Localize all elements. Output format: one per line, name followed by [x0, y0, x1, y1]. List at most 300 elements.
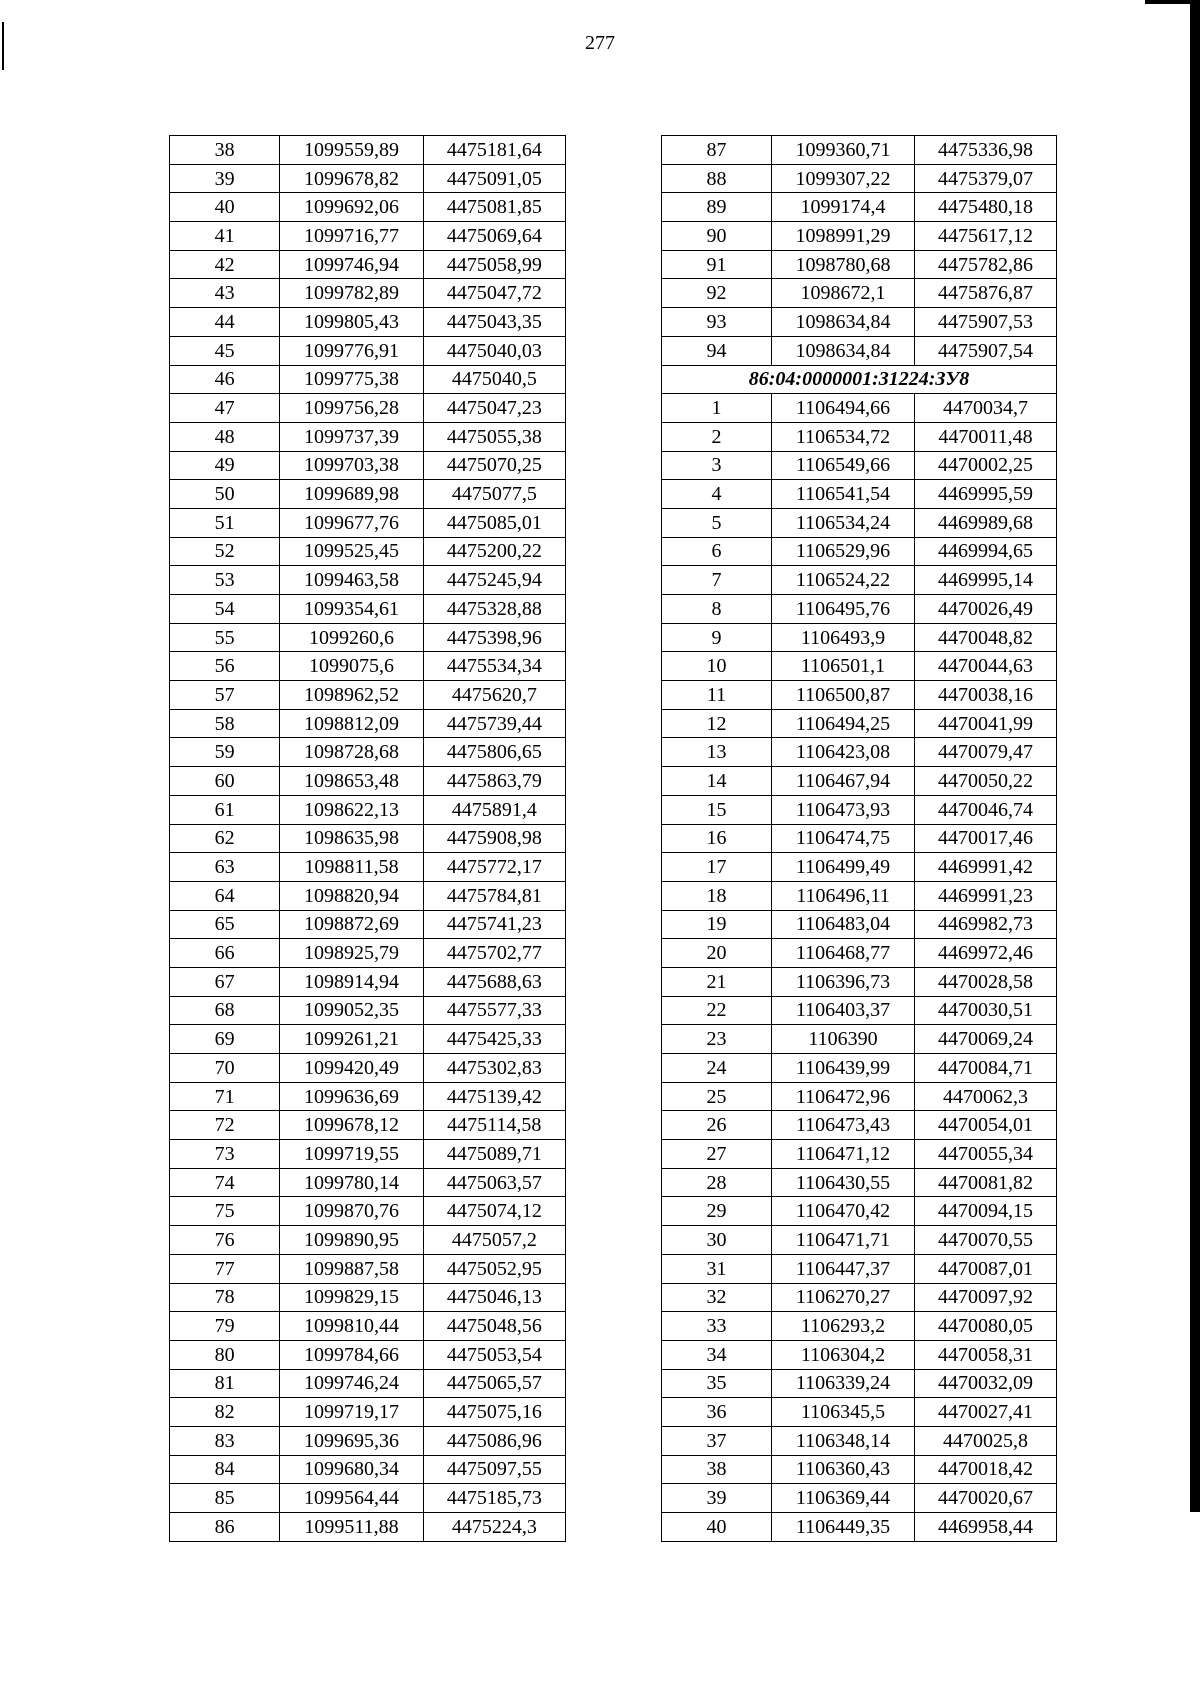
x-coordinate-cell: 1106423,08	[772, 738, 915, 767]
point-number-cell: 23	[662, 1025, 772, 1054]
table-row	[662, 1140, 1057, 1169]
y-coordinate-cell: 4475908,98	[423, 824, 565, 853]
point-number-cell: 28	[662, 1168, 772, 1197]
x-coordinate-cell: 1106474,75	[772, 824, 915, 853]
point-number-cell: 43	[170, 279, 280, 308]
table-row	[170, 279, 566, 308]
table-row	[170, 853, 566, 882]
table-row	[170, 1168, 566, 1197]
point-number-cell: 47	[170, 394, 280, 423]
y-coordinate-cell: 4475328,88	[423, 595, 565, 624]
x-coordinate-cell: 1106348,14	[772, 1426, 915, 1455]
point-number-cell: 57	[170, 681, 280, 710]
table-row	[170, 566, 566, 595]
x-coordinate-cell: 1099052,35	[280, 996, 423, 1025]
right-table-body-bottom	[662, 394, 1057, 1542]
point-number-cell: 36	[662, 1398, 772, 1427]
point-number-cell: 76	[170, 1226, 280, 1255]
table-row	[170, 1369, 566, 1398]
table-row	[170, 1283, 566, 1312]
x-coordinate-cell: 1099354,61	[280, 595, 423, 624]
x-coordinate-cell: 1106470,42	[772, 1197, 915, 1226]
x-coordinate-cell: 1099307,22	[772, 164, 915, 193]
x-coordinate-cell: 1106449,35	[772, 1513, 915, 1542]
point-number-cell: 54	[170, 595, 280, 624]
y-coordinate-cell: 4475139,42	[423, 1082, 565, 1111]
x-coordinate-cell: 1098812,09	[280, 709, 423, 738]
y-coordinate-cell: 4470034,7	[915, 394, 1057, 423]
x-coordinate-cell: 1106447,37	[772, 1254, 915, 1283]
table-row	[170, 451, 566, 480]
y-coordinate-cell: 4475782,86	[915, 250, 1057, 279]
y-coordinate-cell: 4475620,7	[423, 681, 565, 710]
point-number-cell: 83	[170, 1426, 280, 1455]
y-coordinate-cell: 4469991,42	[915, 853, 1057, 882]
y-coordinate-cell: 4475907,53	[915, 308, 1057, 337]
x-coordinate-cell: 1106495,76	[772, 595, 915, 624]
point-number-cell: 16	[662, 824, 772, 853]
x-coordinate-cell: 1099692,06	[280, 193, 423, 222]
table-row	[662, 681, 1057, 710]
y-coordinate-cell: 4470055,34	[915, 1140, 1057, 1169]
y-coordinate-cell: 4475480,18	[915, 193, 1057, 222]
x-coordinate-cell: 1098820,94	[280, 881, 423, 910]
point-number-cell: 18	[662, 881, 772, 910]
table-row	[662, 279, 1057, 308]
x-coordinate-cell: 1099746,24	[280, 1369, 423, 1398]
y-coordinate-cell: 4470030,51	[915, 996, 1057, 1025]
y-coordinate-cell: 4475688,63	[423, 967, 565, 996]
table-row	[170, 164, 566, 193]
point-number-cell: 55	[170, 623, 280, 652]
x-coordinate-cell: 1099756,28	[280, 394, 423, 423]
y-coordinate-cell: 4475065,57	[423, 1369, 565, 1398]
x-coordinate-cell: 1106549,66	[772, 451, 915, 480]
x-coordinate-cell: 1098635,98	[280, 824, 423, 853]
point-number-cell: 10	[662, 652, 772, 681]
point-number-cell: 7	[662, 566, 772, 595]
point-number-cell: 45	[170, 336, 280, 365]
point-number-cell: 25	[662, 1082, 772, 1111]
table-row	[170, 1312, 566, 1341]
y-coordinate-cell: 4475702,77	[423, 939, 565, 968]
point-number-cell: 14	[662, 767, 772, 796]
x-coordinate-cell: 1099719,17	[280, 1398, 423, 1427]
x-coordinate-cell: 1106369,44	[772, 1484, 915, 1513]
x-coordinate-cell: 1106339,24	[772, 1369, 915, 1398]
table-row	[170, 250, 566, 279]
table-row	[662, 222, 1057, 251]
table-row	[170, 1484, 566, 1513]
section-header-row	[662, 365, 1057, 394]
point-number-cell: 4	[662, 480, 772, 509]
x-coordinate-cell: 1099420,49	[280, 1054, 423, 1083]
x-coordinate-cell: 1098925,79	[280, 939, 423, 968]
y-coordinate-cell: 4475425,33	[423, 1025, 565, 1054]
table-row	[662, 136, 1057, 165]
point-number-cell: 44	[170, 308, 280, 337]
x-coordinate-cell: 1099559,89	[280, 136, 423, 165]
table-row	[662, 1312, 1057, 1341]
y-coordinate-cell: 4469958,44	[915, 1513, 1057, 1542]
y-coordinate-cell: 4475070,25	[423, 451, 565, 480]
x-coordinate-cell: 1098991,29	[772, 222, 915, 251]
table-row	[170, 1226, 566, 1255]
point-number-cell: 21	[662, 967, 772, 996]
table-row	[170, 767, 566, 796]
x-coordinate-cell: 1106293,2	[772, 1312, 915, 1341]
point-number-cell: 59	[170, 738, 280, 767]
y-coordinate-cell: 4475181,64	[423, 136, 565, 165]
point-number-cell: 63	[170, 853, 280, 882]
point-number-cell: 89	[662, 193, 772, 222]
point-number-cell: 3	[662, 451, 772, 480]
y-coordinate-cell: 4470081,82	[915, 1168, 1057, 1197]
point-number-cell: 34	[662, 1340, 772, 1369]
point-number-cell: 9	[662, 623, 772, 652]
point-number-cell: 61	[170, 795, 280, 824]
x-coordinate-cell: 1106390	[772, 1025, 915, 1054]
x-coordinate-cell: 1099784,66	[280, 1340, 423, 1369]
x-coordinate-cell: 1106473,43	[772, 1111, 915, 1140]
point-number-cell: 39	[170, 164, 280, 193]
x-coordinate-cell: 1099870,76	[280, 1197, 423, 1226]
point-number-cell: 53	[170, 566, 280, 595]
x-coordinate-cell: 1099805,43	[280, 308, 423, 337]
table-row	[662, 795, 1057, 824]
section-header-group	[662, 365, 1057, 394]
x-coordinate-cell: 1099360,71	[772, 136, 915, 165]
y-coordinate-cell: 4475617,12	[915, 222, 1057, 251]
table-row	[170, 1398, 566, 1427]
x-coordinate-cell: 1099463,58	[280, 566, 423, 595]
x-coordinate-cell: 1106501,1	[772, 652, 915, 681]
table-row	[170, 136, 566, 165]
y-coordinate-cell: 4470069,24	[915, 1025, 1057, 1054]
y-coordinate-cell: 4470020,67	[915, 1484, 1057, 1513]
point-number-cell: 78	[170, 1283, 280, 1312]
y-coordinate-cell: 4475739,44	[423, 709, 565, 738]
point-number-cell: 86	[170, 1513, 280, 1542]
x-coordinate-cell: 1098728,68	[280, 738, 423, 767]
y-coordinate-cell: 4470084,71	[915, 1054, 1057, 1083]
y-coordinate-cell: 4470027,41	[915, 1398, 1057, 1427]
y-coordinate-cell: 4475091,05	[423, 164, 565, 193]
x-coordinate-cell: 1106430,55	[772, 1168, 915, 1197]
x-coordinate-cell: 1106534,72	[772, 422, 915, 451]
point-number-cell: 11	[662, 681, 772, 710]
table-row	[170, 910, 566, 939]
table-row	[170, 881, 566, 910]
x-coordinate-cell: 1106499,49	[772, 853, 915, 882]
x-coordinate-cell: 1106472,96	[772, 1082, 915, 1111]
x-coordinate-cell: 1098653,48	[280, 767, 423, 796]
point-number-cell: 67	[170, 967, 280, 996]
point-number-cell: 37	[662, 1426, 772, 1455]
y-coordinate-cell: 4475784,81	[423, 881, 565, 910]
x-coordinate-cell: 1099564,44	[280, 1484, 423, 1513]
point-number-cell: 68	[170, 996, 280, 1025]
point-number-cell: 22	[662, 996, 772, 1025]
point-number-cell: 12	[662, 709, 772, 738]
table-row	[662, 1168, 1057, 1197]
x-coordinate-cell: 1106439,99	[772, 1054, 915, 1083]
y-coordinate-cell: 4475046,13	[423, 1283, 565, 1312]
y-coordinate-cell: 4475336,98	[915, 136, 1057, 165]
table-row	[170, 537, 566, 566]
point-number-cell: 52	[170, 537, 280, 566]
x-coordinate-cell: 1099525,45	[280, 537, 423, 566]
table-row	[662, 1197, 1057, 1226]
table-row	[170, 480, 566, 509]
point-number-cell: 88	[662, 164, 772, 193]
point-number-cell: 58	[170, 709, 280, 738]
point-number-cell: 71	[170, 1082, 280, 1111]
y-coordinate-cell: 4475534,34	[423, 652, 565, 681]
y-coordinate-cell: 4470038,16	[915, 681, 1057, 710]
y-coordinate-cell: 4470041,99	[915, 709, 1057, 738]
table-row	[170, 336, 566, 365]
y-coordinate-cell: 4475185,73	[423, 1484, 565, 1513]
table-row	[170, 308, 566, 337]
table-row	[170, 1426, 566, 1455]
x-coordinate-cell: 1099174,4	[772, 193, 915, 222]
table-row	[170, 193, 566, 222]
y-coordinate-cell: 4470094,15	[915, 1197, 1057, 1226]
x-coordinate-cell: 1106403,37	[772, 996, 915, 1025]
point-number-cell: 74	[170, 1168, 280, 1197]
point-number-cell: 8	[662, 595, 772, 624]
table-row	[170, 1340, 566, 1369]
table-row	[662, 1283, 1057, 1312]
y-coordinate-cell: 4470062,3	[915, 1082, 1057, 1111]
x-coordinate-cell: 1098634,84	[772, 336, 915, 365]
y-coordinate-cell: 4475048,56	[423, 1312, 565, 1341]
y-coordinate-cell: 4470054,01	[915, 1111, 1057, 1140]
x-coordinate-cell: 1106468,77	[772, 939, 915, 968]
y-coordinate-cell: 4475302,83	[423, 1054, 565, 1083]
table-row	[170, 967, 566, 996]
y-coordinate-cell: 4470032,09	[915, 1369, 1057, 1398]
table-row	[662, 1455, 1057, 1484]
table-row	[170, 738, 566, 767]
x-coordinate-cell: 1099775,38	[280, 365, 423, 394]
x-coordinate-cell: 1099746,94	[280, 250, 423, 279]
y-coordinate-cell: 4470046,74	[915, 795, 1057, 824]
left-table-body	[170, 136, 566, 1542]
table-row	[170, 681, 566, 710]
table-row	[662, 1484, 1057, 1513]
point-number-cell: 69	[170, 1025, 280, 1054]
point-number-cell: 77	[170, 1254, 280, 1283]
x-coordinate-cell: 1099261,21	[280, 1025, 423, 1054]
y-coordinate-cell: 4475053,54	[423, 1340, 565, 1369]
y-coordinate-cell: 4469989,68	[915, 508, 1057, 537]
point-number-cell: 94	[662, 336, 772, 365]
table-row	[170, 1455, 566, 1484]
point-number-cell: 82	[170, 1398, 280, 1427]
table-row	[662, 1426, 1057, 1455]
point-number-cell: 26	[662, 1111, 772, 1140]
y-coordinate-cell: 4469995,14	[915, 566, 1057, 595]
y-coordinate-cell: 4475907,54	[915, 336, 1057, 365]
x-coordinate-cell: 1099716,77	[280, 222, 423, 251]
x-coordinate-cell: 1106304,2	[772, 1340, 915, 1369]
y-coordinate-cell: 4475074,12	[423, 1197, 565, 1226]
point-number-cell: 65	[170, 910, 280, 939]
point-number-cell: 40	[662, 1513, 772, 1542]
x-coordinate-cell: 1099511,88	[280, 1513, 423, 1542]
point-number-cell: 49	[170, 451, 280, 480]
table-row	[170, 1111, 566, 1140]
left-coordinates-table	[169, 135, 566, 1542]
table-row	[170, 709, 566, 738]
table-row	[662, 193, 1057, 222]
table-row	[662, 1054, 1057, 1083]
table-row	[170, 939, 566, 968]
right-coordinates-table	[661, 135, 1057, 1542]
table-row	[662, 164, 1057, 193]
point-number-cell: 33	[662, 1312, 772, 1341]
point-number-cell: 48	[170, 422, 280, 451]
point-number-cell: 91	[662, 250, 772, 279]
point-number-cell: 27	[662, 1140, 772, 1169]
point-number-cell: 81	[170, 1369, 280, 1398]
point-number-cell: 30	[662, 1226, 772, 1255]
x-coordinate-cell: 1098780,68	[772, 250, 915, 279]
point-number-cell: 13	[662, 738, 772, 767]
table-row	[662, 250, 1057, 279]
x-coordinate-cell: 1099636,69	[280, 1082, 423, 1111]
x-coordinate-cell: 1106483,04	[772, 910, 915, 939]
table-row	[662, 595, 1057, 624]
point-number-cell: 64	[170, 881, 280, 910]
y-coordinate-cell: 4469994,65	[915, 537, 1057, 566]
x-coordinate-cell: 1099782,89	[280, 279, 423, 308]
y-coordinate-cell: 4470044,63	[915, 652, 1057, 681]
x-coordinate-cell: 1106534,24	[772, 508, 915, 537]
point-number-cell: 29	[662, 1197, 772, 1226]
y-coordinate-cell: 4470011,48	[915, 422, 1057, 451]
point-number-cell: 41	[170, 222, 280, 251]
x-coordinate-cell: 1099719,55	[280, 1140, 423, 1169]
table-row	[170, 222, 566, 251]
table-row	[662, 537, 1057, 566]
y-coordinate-cell: 4470002,25	[915, 451, 1057, 480]
point-number-cell: 75	[170, 1197, 280, 1226]
point-number-cell: 87	[662, 136, 772, 165]
x-coordinate-cell: 1099737,39	[280, 422, 423, 451]
point-number-cell: 42	[170, 250, 280, 279]
table-row	[662, 939, 1057, 968]
point-number-cell: 32	[662, 1283, 772, 1312]
table-row	[662, 824, 1057, 853]
table-row	[170, 824, 566, 853]
point-number-cell: 62	[170, 824, 280, 853]
table-row	[662, 881, 1057, 910]
y-coordinate-cell: 4475398,96	[423, 623, 565, 652]
table-row	[662, 422, 1057, 451]
point-number-cell: 38	[662, 1455, 772, 1484]
table-row	[662, 480, 1057, 509]
y-coordinate-cell: 4475058,99	[423, 250, 565, 279]
table-row	[662, 738, 1057, 767]
point-number-cell: 24	[662, 1054, 772, 1083]
y-coordinate-cell: 4475057,2	[423, 1226, 565, 1255]
x-coordinate-cell: 1099695,36	[280, 1426, 423, 1455]
x-coordinate-cell: 1098872,69	[280, 910, 423, 939]
x-coordinate-cell: 1099829,15	[280, 1283, 423, 1312]
x-coordinate-cell: 1099689,98	[280, 480, 423, 509]
y-coordinate-cell: 4470018,42	[915, 1455, 1057, 1484]
table-row	[662, 767, 1057, 796]
x-coordinate-cell: 1098962,52	[280, 681, 423, 710]
y-coordinate-cell: 4475086,96	[423, 1426, 565, 1455]
x-coordinate-cell: 1099887,58	[280, 1254, 423, 1283]
x-coordinate-cell: 1106494,66	[772, 394, 915, 423]
table-row	[170, 1054, 566, 1083]
point-number-cell: 38	[170, 136, 280, 165]
y-coordinate-cell: 4475114,58	[423, 1111, 565, 1140]
table-row	[662, 652, 1057, 681]
table-row	[662, 508, 1057, 537]
y-coordinate-cell: 4469991,23	[915, 881, 1057, 910]
x-coordinate-cell: 1106270,27	[772, 1283, 915, 1312]
table-row	[170, 595, 566, 624]
table-row	[170, 365, 566, 394]
table-row	[662, 996, 1057, 1025]
x-coordinate-cell: 1099260,6	[280, 623, 423, 652]
table-row	[662, 709, 1057, 738]
table-row	[170, 1254, 566, 1283]
y-coordinate-cell: 4475085,01	[423, 508, 565, 537]
y-coordinate-cell: 4475577,33	[423, 996, 565, 1025]
point-number-cell: 73	[170, 1140, 280, 1169]
y-coordinate-cell: 4475040,5	[423, 365, 565, 394]
table-row	[662, 1398, 1057, 1427]
x-coordinate-cell: 1106467,94	[772, 767, 915, 796]
point-number-cell: 46	[170, 365, 280, 394]
point-number-cell: 70	[170, 1054, 280, 1083]
x-coordinate-cell: 1106493,9	[772, 623, 915, 652]
y-coordinate-cell: 4475245,94	[423, 566, 565, 595]
table-row	[170, 652, 566, 681]
table-row	[662, 853, 1057, 882]
table-row	[662, 1111, 1057, 1140]
y-coordinate-cell: 4470026,49	[915, 595, 1057, 624]
point-number-cell: 39	[662, 1484, 772, 1513]
table-row	[170, 996, 566, 1025]
x-coordinate-cell: 1098672,1	[772, 279, 915, 308]
y-coordinate-cell: 4470070,55	[915, 1226, 1057, 1255]
y-coordinate-cell: 4475772,17	[423, 853, 565, 882]
y-coordinate-cell: 4470028,58	[915, 967, 1057, 996]
y-coordinate-cell: 4475224,3	[423, 1513, 565, 1542]
table-row	[170, 394, 566, 423]
x-coordinate-cell: 1106471,12	[772, 1140, 915, 1169]
table-row	[662, 1369, 1057, 1398]
point-number-cell: 15	[662, 795, 772, 824]
table-row	[662, 566, 1057, 595]
table-row	[170, 1082, 566, 1111]
x-coordinate-cell: 1099075,6	[280, 652, 423, 681]
table-row	[170, 508, 566, 537]
point-number-cell: 56	[170, 652, 280, 681]
y-coordinate-cell: 4475040,03	[423, 336, 565, 365]
x-coordinate-cell: 1106541,54	[772, 480, 915, 509]
y-coordinate-cell: 4469995,59	[915, 480, 1057, 509]
y-coordinate-cell: 4475200,22	[423, 537, 565, 566]
